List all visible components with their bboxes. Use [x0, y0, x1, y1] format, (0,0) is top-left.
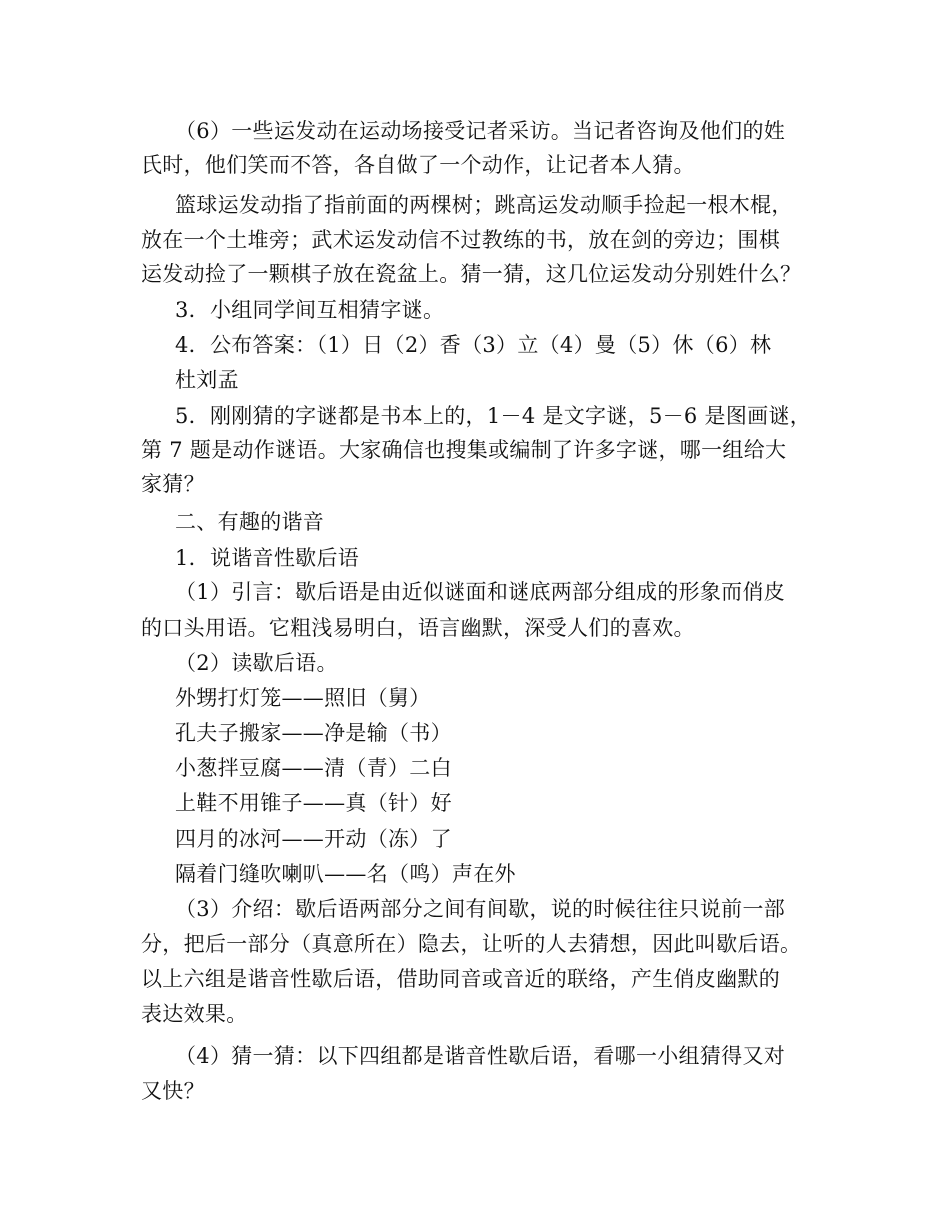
paragraph-line: （4）猜一猜：以下四组都是谐音性歇后语，看哪一小组猜得又对 [175, 1044, 786, 1068]
paragraph-line: 3．小组同学间互相猜字谜。 [175, 298, 445, 322]
paragraph-line: 运发动捡了一颗棋子放在瓷盆上。猜一猜，这几位运发动分别姓什么？ [141, 262, 802, 286]
paragraph-line: 家猜？ [141, 472, 205, 496]
subsection-heading: 1．说谐音性歇后语 [175, 546, 360, 570]
paragraph-line: 篮球运发动指了指前面的两棵树；跳高运发动顺手捡起一根木棍， [175, 193, 793, 217]
proverb-line: 孔夫子搬家——净是输（书） [175, 721, 452, 745]
proverb-line: 外甥打灯笼——照旧（舅） [175, 686, 431, 710]
proverb-line: 隔着门缝吹喇叭——名（鸣）声在外 [175, 862, 516, 886]
paragraph-line: 第 7 题是动作谜语。大家确信也搜集或编制了许多字谜，哪一组给大 [141, 438, 787, 462]
paragraph-line: 5．刚刚猜的字谜都是书本上的，1－4 是文字谜，5－6 是图画谜， [175, 404, 812, 428]
section-heading: 二、有趣的谐音 [175, 510, 325, 534]
paragraph-line: 表达效果。 [141, 1002, 248, 1026]
proverb-line: 上鞋不用锥子——真（针）好 [175, 791, 452, 815]
proverb-line: 四月的冰河——开动（冻）了 [175, 827, 452, 851]
paragraph-line: 分，把后一部分（真意所在）隐去，让听的人去猜想，因此叫歇后语。 [141, 932, 802, 956]
paragraph-line: （3）介绍：歇后语两部分之间有间歇，说的时候往往只说前一部 [175, 897, 786, 921]
paragraph-line: （6）一些运发动在运动场接受记者采访。当记者咨询及他们的姓 [175, 119, 786, 143]
paragraph-line: （2）读歇后语。 [175, 651, 338, 675]
paragraph-line: 又快？ [141, 1079, 205, 1103]
proverb-line: 小葱拌豆腐——清（青）二白 [175, 756, 452, 780]
paragraph-line: 放在一个土堆旁；武术运发动信不过教练的书，放在剑的旁边；围棋 [141, 228, 780, 252]
paragraph-line: 以上六组是谐音性歇后语，借助同音或音近的联络，产生俏皮幽默的 [141, 967, 780, 991]
paragraph-line: 杜刘孟 [175, 368, 239, 392]
paragraph-line: 4．公布答案：（1）日（2）香（3）立（4）曼（5）休（6）林 [175, 333, 772, 357]
paragraph-line: 氏时，他们笑而不答，各自做了一个动作，让记者本人猜。 [141, 153, 695, 177]
paragraph-line: 的口头用语。它粗浅易明白，语言幽默，深受人们的喜欢。 [141, 616, 695, 640]
paragraph-line: （1）引言：歇后语是由近似谜面和谜底两部分组成的形象而俏皮 [175, 580, 786, 604]
